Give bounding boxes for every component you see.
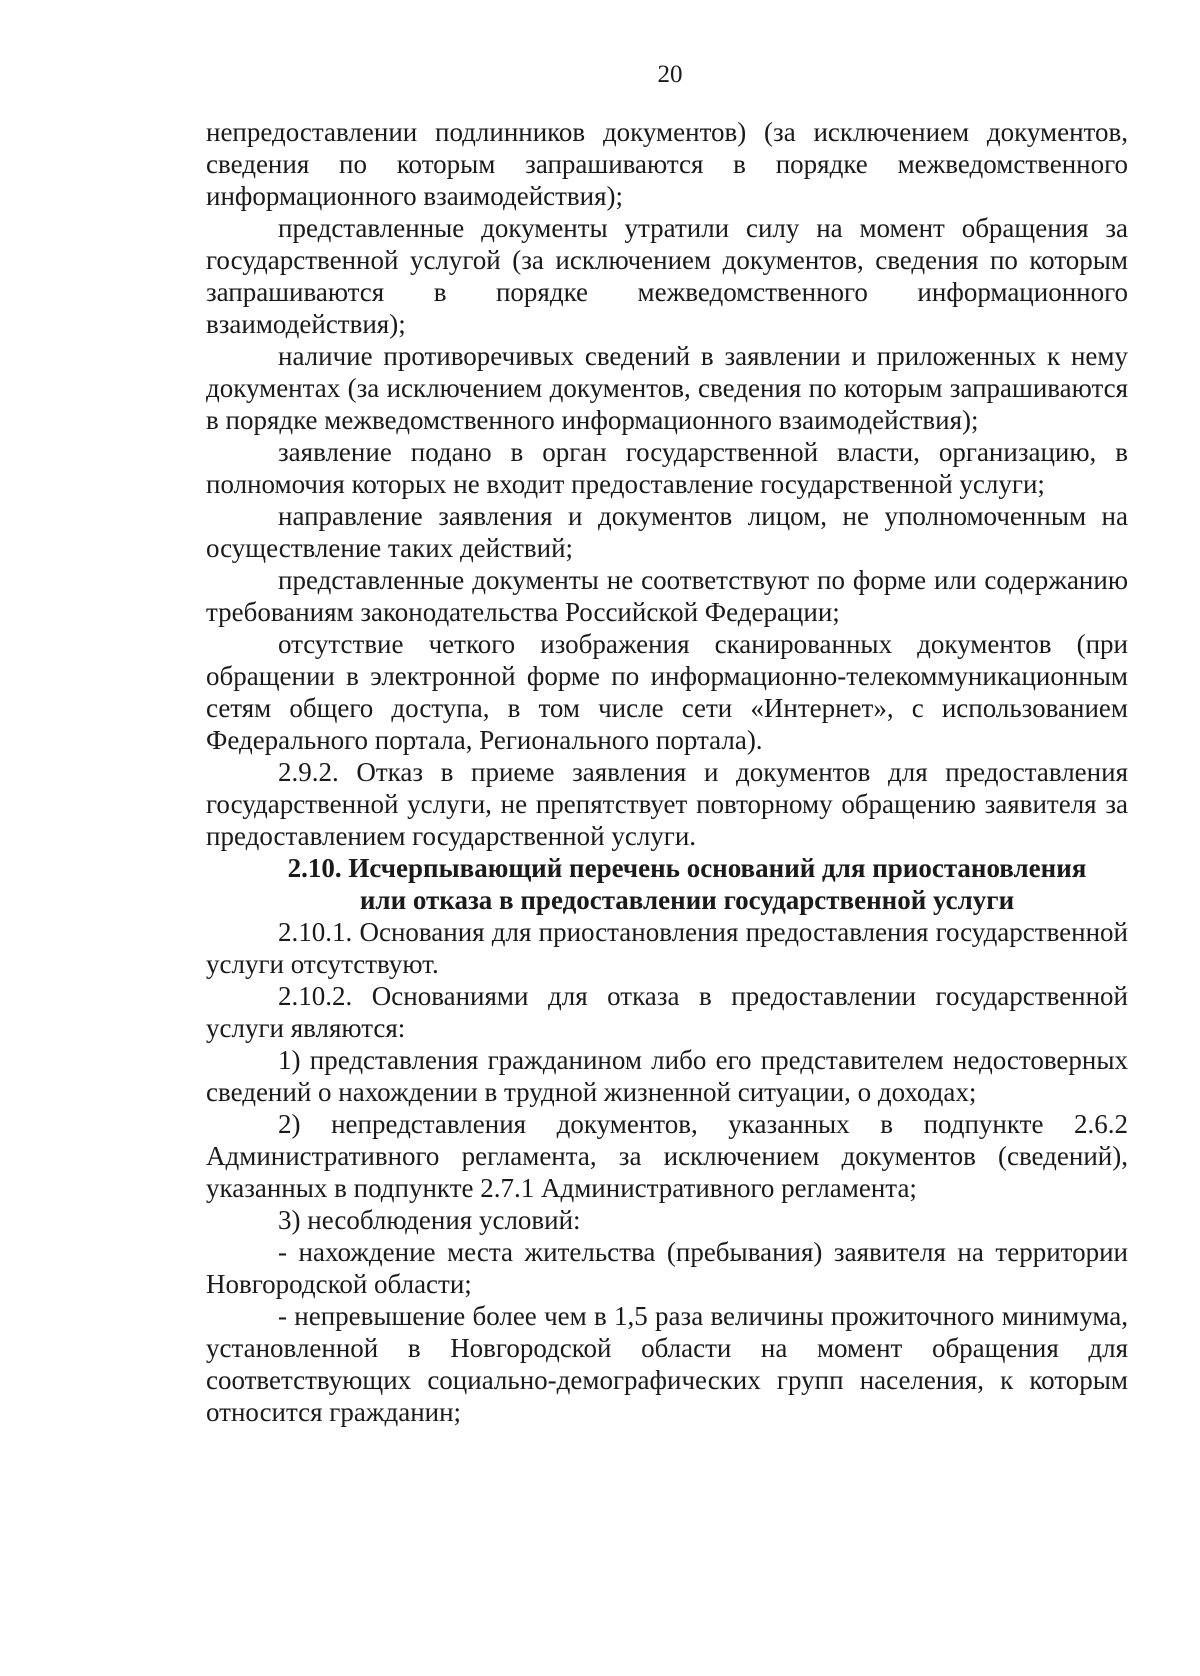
paragraph: заявление подано в орган государственной власти, организацию, в полномочия которых не входит предоставление государственной услуги; [206, 437, 1128, 499]
paragraph: 2) непредставления документов, указанных в подпункте 2.6.2 Административного регламента, за исключением документов (сведений), указанных в подпункте 2.7.1 Административного регламента; [206, 1109, 1128, 1203]
paragraph: отсутствие четкого изображения сканированных документов (при обращении в электронной форме по информационно-телекоммуникационным сетям общего доступа, в том числе сети «Интернет», с использованием Федерального портала, Регионального портала). [206, 629, 1128, 755]
paragraph: 1) представления гражданином либо его представителем недостоверных сведений о нахождении в трудной жизненной ситуации, о доходах; [206, 1045, 1128, 1107]
paragraph: 3) несоблюдения условий: [278, 1205, 581, 1235]
paragraph: представленные документы не соответствуют по форме или содержанию требованиям законодательства Российской Федерации; [206, 565, 1128, 627]
paragraph: 2.9.2. Отказ в приеме заявления и документов для предоставления государственной услуги, не препятствует повторному обращению заявителя за предоставлением государственной услуги. [206, 757, 1128, 851]
section-heading-line-2: или отказа в предоставлении государственной услуги [359, 885, 1015, 915]
page-number: 20 [657, 61, 683, 88]
paragraph: непредоставлении подлинников документов) (за исключением документов, сведения по которым запрашиваются в порядке межведомственного информационного взаимодействия); [206, 117, 1128, 211]
paragraphs-before-heading [206, 116, 1128, 852]
paragraph: наличие противоречивых сведений в заявлении и приложенных к нему документах (за исключением документов, сведения по которым запрашиваются в порядке межведомственного информационного взаимодействия); [206, 341, 1128, 435]
paragraphs-after-heading [206, 916, 1128, 1428]
paragraph: представленные документы утратили силу на момент обращения за государственной услугой (за исключением документов, сведения по которым запрашиваются в порядке межведомственного информационного взаимодействия); [206, 213, 1128, 339]
paragraph: направление заявления и документов лицом, не уполномоченным на осуществление таких действий; [206, 501, 1128, 563]
paragraph: - непревышение более чем в 1,5 раза величины прожиточного минимума, установленной в Новгородской области на момент обращения для соответствующих социально-демографических групп населения, к которым относится гражданин; [206, 1301, 1128, 1427]
section-heading-line-1: 2.10. Исчерпывающий перечень оснований для приостановления [287, 853, 1087, 883]
document-body [206, 116, 1128, 1428]
section-heading [206, 852, 1128, 916]
paragraph: 2.10.2. Основаниями для отказа в предоставлении государственной услуги являются: [206, 981, 1128, 1043]
paragraph: - нахождение места жительства (пребывания) заявителя на территории Новгородской области; [206, 1237, 1128, 1299]
paragraph: 2.10.1. Основания для приостановления предоставления государственной услуги отсутствуют. [206, 917, 1128, 979]
